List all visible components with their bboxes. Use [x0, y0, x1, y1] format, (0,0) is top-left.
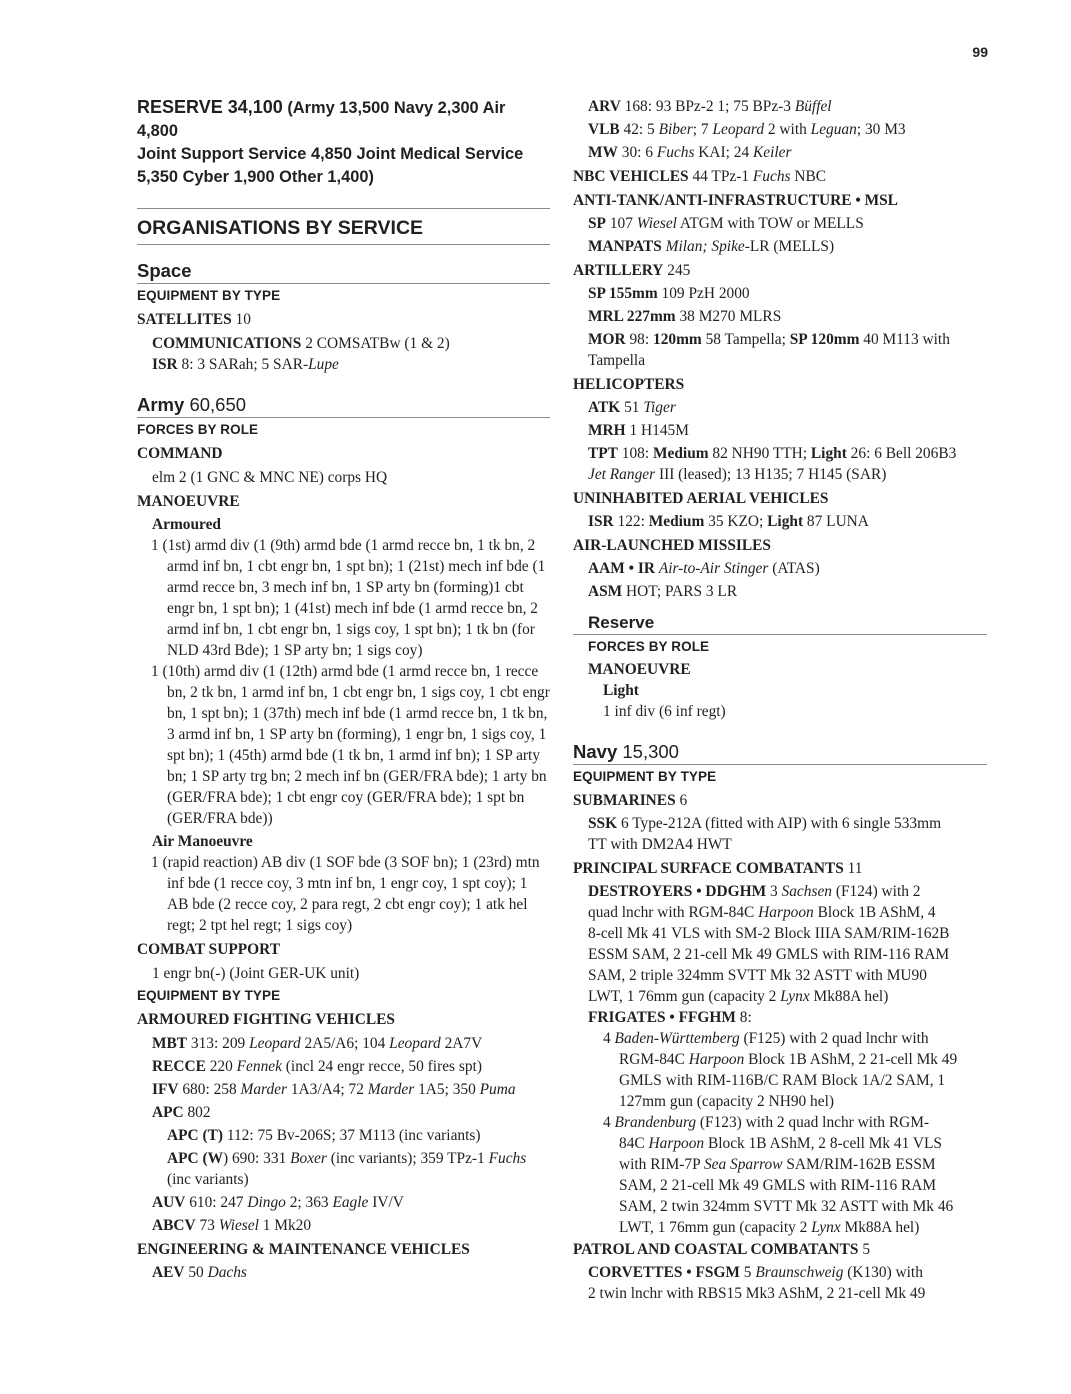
entry-apc-wheeled-cont: (inc variants) — [167, 1171, 249, 1188]
entry-combat-support: 1 engr bn(-) (Joint GER-UK unit) — [152, 965, 360, 982]
service-name: Navy — [573, 741, 618, 762]
entry-apc-tracked: APC (T) 112: 75 Bv-206S; 37 M113 (inc variants) — [167, 1127, 481, 1144]
entry-destroyers-cont: 8-cell Mk 41 VLS with SM-2 Block IIIA SAM/RIM-162B — [588, 925, 950, 942]
category-manoeuvre: MANOEUVRE — [588, 661, 691, 678]
service-strength: 15,300 — [617, 741, 679, 762]
entry-ssk: SSK 6 Type-212A (fitted with AIP) with 6 single 533mm — [588, 815, 942, 832]
category-engineering: ENGINEERING & MAINTENANCE VEHICLES — [137, 1241, 470, 1258]
entry-mrl: MRL 227mm 38 M270 MLRS — [588, 308, 782, 325]
category-artillery: ARTILLERY 245 — [573, 262, 691, 279]
entry-tpt-cont: Jet Ranger III (leased); 13 H135; 7 H145 (SAR) — [588, 466, 887, 483]
unit-entry-cont: RGM-84C Harpoon Block 1B AShM, 2 21-cell Mk 49 — [619, 1051, 958, 1068]
category-anti-tank: ANTI-TANK/ANTI-INFRASTRUCTURE • MSL — [573, 192, 898, 209]
service-heading-navy — [573, 738, 987, 765]
category-command: COMMAND — [137, 445, 223, 462]
entry-auv: AUV 610: 247 Dingo 2; 363 Eagle IV/V — [152, 1194, 404, 1211]
entry-apc: APC 802 — [152, 1104, 211, 1121]
entry-sp-155: SP 155mm 109 PzH 2000 — [588, 285, 750, 302]
page-number: 99 — [972, 44, 988, 60]
service-name: Army — [137, 394, 185, 415]
subsection-heading: FORCES BY ROLE — [588, 639, 710, 654]
left-column — [137, 96, 550, 1283]
service-heading-army — [137, 391, 550, 418]
entry-abcv: ABCV 73 Wiesel 1 Mk20 — [152, 1217, 312, 1234]
entry-corvettes-cont: 2 twin lnchr with RBS15 Mk3 AShM, 2 21-cell Mk 49 — [588, 1285, 926, 1302]
unit-entry: 1 (rapid reaction) AB div (1 SOF bde (3 SOF bn); 1 (23rd) mtn inf bde (1 recce coy, 3 mtn inf bn, 1 engr coy, 1 spt coy); 1 AB bde (2 recce coy, 2 para regt, 2 cbt engr coy); 1 atk hel regt; 2 tpt hel regt; 1 sigs coy) — [151, 854, 540, 934]
entry-mrh: MRH 1 H145M — [588, 422, 689, 439]
category-air-launched-missiles: AIR-LAUNCHED MISSILES — [573, 537, 771, 554]
reserve-breakdown-2: Joint Support Service 4,850 Joint Medical Service — [137, 145, 524, 163]
entry-aev: AEV 50 Dachs — [152, 1264, 247, 1281]
category-patrol-coastal: PATROL AND COASTAL COMBATANTS 5 — [573, 1241, 871, 1258]
entry-destroyers: DESTROYERS • DDGHM 3 Sachsen (F124) with 2 — [588, 883, 921, 900]
section-title: ORGANISATIONS BY SERVICE — [137, 209, 550, 245]
unit-entry: 1 (10th) armd div (1 (12th) armd bde (1 armd recce bn, 1 recce bn, 2 tk bn, 1 armd inf bn, 1 cbt engr bn, 1 sigs coy, 1 cbt engr bn, 1 spt bn); 1 (37th) mech inf bde (1 armd recce bn, 1 tk bn, 3 armd inf bn, 1 SP arty bn (forming), 1 engr bn, 1 sigs coy, 1 spt bn); 1 (45th) armd bde (1 tk bn, 1 armd inf bn); 1 SP arty bn; 1 SP arty trg bn; 2 mech inf bn (GER/FRA bde); 1 arty bn (GER/FRA bde); 1 cbt engr coy (GER/FRA bde); 1 spt bn (GER/FRA bde)) — [151, 663, 550, 827]
entry-corvettes: CORVETTES • FSGM 5 Braunschweig (K130) with — [588, 1264, 923, 1281]
reserve-breakdown-3: 5,350 Cyber 1,900 Other 1,400) — [137, 168, 374, 186]
entry-sp-atgm: SP 107 Wiesel ATGM with TOW or MELLS — [588, 215, 864, 232]
entry-arv: ARV 168: 93 BPz-2 1; 75 BPz-3 Büffel — [588, 98, 832, 115]
reserve-breakdown: (Army 13,500 Navy 2,300 Air 4,800 — [137, 99, 506, 140]
category-combat-support: COMBAT SUPPORT — [137, 941, 280, 958]
entry-mbt: MBT 313: 209 Leopard 2A5/A6; 104 Leopard 2A7V — [152, 1035, 483, 1052]
entry-recce: RECCE 220 Fennek (incl 24 engr recce, 50 fires spt) — [152, 1058, 482, 1075]
entry-communications: COMMUNICATIONS 2 COMSATBw (1 & 2) — [152, 335, 450, 352]
unit-entry: 4 Brandenburg (F123) with 2 quad lnchr with RGM- — [603, 1114, 930, 1131]
entry-ssk-cont: TT with DM2A4 HWT — [588, 836, 732, 853]
entry-manpats: MANPATS Milan; Spike-LR (MELLS) — [588, 238, 835, 255]
entry-frigates: FRIGATES • FFGHM 8: — [588, 1009, 752, 1026]
role-light: Light — [603, 682, 639, 699]
role-air-manoeuvre: Air Manoeuvre — [152, 833, 253, 850]
unit-entry-cont: GMLS with RIM-116B/C RAM Block 1A/2 SAM, 1 — [619, 1072, 946, 1089]
category-afv: ARMOURED FIGHTING VEHICLES — [137, 1011, 395, 1028]
unit-entry-cont: LWT, 1 76mm gun (capacity 2 Lynx Mk88A hel) — [619, 1219, 920, 1236]
reserve-total-label: RESERVE 34,100 — [137, 97, 283, 117]
category-helicopters: HELICOPTERS — [573, 376, 685, 393]
entry-destroyers-cont: SAM, 2 triple 324mm SVTT Mk 32 ASTT with MU90 — [588, 967, 927, 984]
unit-entry-cont: SAM, 2 twin 324mm SVTT Mk 32 ASTT with Mk 46 — [619, 1198, 954, 1215]
category-nbc: NBC VEHICLES 44 TPz-1 Fuchs NBC — [573, 168, 827, 185]
entry-apc-wheeled: APC (W) 690: 331 Boxer (inc variants); 359 TPz-1 Fuchs — [167, 1150, 527, 1167]
service-heading-space — [137, 257, 550, 284]
entry-command: elm 2 (1 GNC & MNC NE) corps HQ — [152, 469, 388, 486]
entry-isr: ISR 8: 3 SARah; 5 SAR-Lupe — [152, 356, 339, 373]
unit-entry-cont: 127mm gun (capacity 2 NH90 hel) — [619, 1093, 834, 1110]
entry-tpt: TPT 108: Medium 82 NH90 TTH; Light 26: 6 Bell 206B3 — [588, 445, 957, 462]
entry-mor-cont: Tampella — [588, 352, 646, 369]
service-strength: 60,650 — [184, 394, 247, 415]
category-manoeuvre: MANOEUVRE — [137, 493, 240, 510]
entry-destroyers-cont: LWT, 1 76mm gun (capacity 2 Lynx Mk88A hel) — [588, 988, 889, 1005]
category-uav: UNINHABITED AERIAL VEHICLES — [573, 490, 829, 507]
category-principal-surface-combatants: PRINCIPAL SURFACE COMBATANTS 11 — [573, 860, 863, 877]
unit-entry: 1 inf div (6 inf regt) — [603, 703, 726, 720]
right-column — [573, 96, 987, 1304]
subsection-heading: EQUIPMENT BY TYPE — [573, 769, 717, 784]
service-name: Space — [137, 260, 192, 281]
entry-aam: AAM • IR Air-to-Air Stinger (ATAS) — [588, 560, 820, 577]
entry-mor: MOR 98: 120mm 58 Tampella; SP 120mm 40 M113 with — [588, 331, 950, 348]
entry-destroyers-cont: quad lnchr with RGM-84C Harpoon Block 1B AShM, 4 — [588, 904, 936, 921]
unit-entry-cont: 84C Harpoon Block 1B AShM, 2 8-cell Mk 41 VLS — [619, 1135, 942, 1152]
role-armoured: Armoured — [152, 516, 221, 533]
reserve-total-heading — [137, 96, 550, 189]
service-heading-reserve: Reserve — [573, 612, 987, 635]
subsection-heading: EQUIPMENT BY TYPE — [137, 988, 281, 1003]
unit-entry: 1 (1st) armd div (1 (9th) armd bde (1 armd recce bn, 1 tk bn, 2 armd inf bn, 1 cbt engr bn, 1 spt bn); 1 (21st) mech inf bde (1 armd recce bn, 3 mech inf bn, 1 SP arty bn (forming)1 cbt engr bn, 1 spt bn); 1 (41st) mech inf bde (1 armd recce bn, 2 armd inf bn, 1 cbt engr bn, 1 sigs coy, 1 spt bn); 1 tk bn (for NLD 43rd Bde); 1 SP arty bn; 1 sigs coy) — [151, 537, 546, 659]
entry-vlb: VLB 42: 5 Biber; 7 Leopard 2 with Leguan; 30 M3 — [588, 121, 906, 138]
entry-destroyers-cont: ESSM SAM, 2 21-cell Mk 49 GMLS with RIM-116 RAM — [588, 946, 950, 963]
unit-entry-cont: SAM, 2 21-cell Mk 49 GMLS with RIM-116 RAM — [619, 1177, 937, 1194]
subsection-heading: FORCES BY ROLE — [137, 422, 259, 437]
category-satellites: SATELLITES 10 — [137, 311, 251, 328]
unit-entry: 4 Baden-Württemberg (F125) with 2 quad lnchr with — [603, 1030, 929, 1047]
entry-uav-isr: ISR 122: Medium 35 KZO; Light 87 LUNA — [588, 513, 869, 530]
unit-entry-cont: with RIM-7P Sea Sparrow SAM/RIM-162B ESSM — [619, 1156, 936, 1173]
entry-atk: ATK 51 Tiger — [588, 399, 676, 416]
entry-ifv: IFV 680: 258 Marder 1A3/A4; 72 Marder 1A5; 350 Puma — [152, 1081, 516, 1098]
subsection-heading: EQUIPMENT BY TYPE — [137, 288, 281, 303]
category-submarines: SUBMARINES 6 — [573, 792, 688, 809]
entry-mw: MW 30: 6 Fuchs KAI; 24 Keiler — [588, 144, 792, 161]
entry-asm: ASM HOT; PARS 3 LR — [588, 583, 738, 600]
